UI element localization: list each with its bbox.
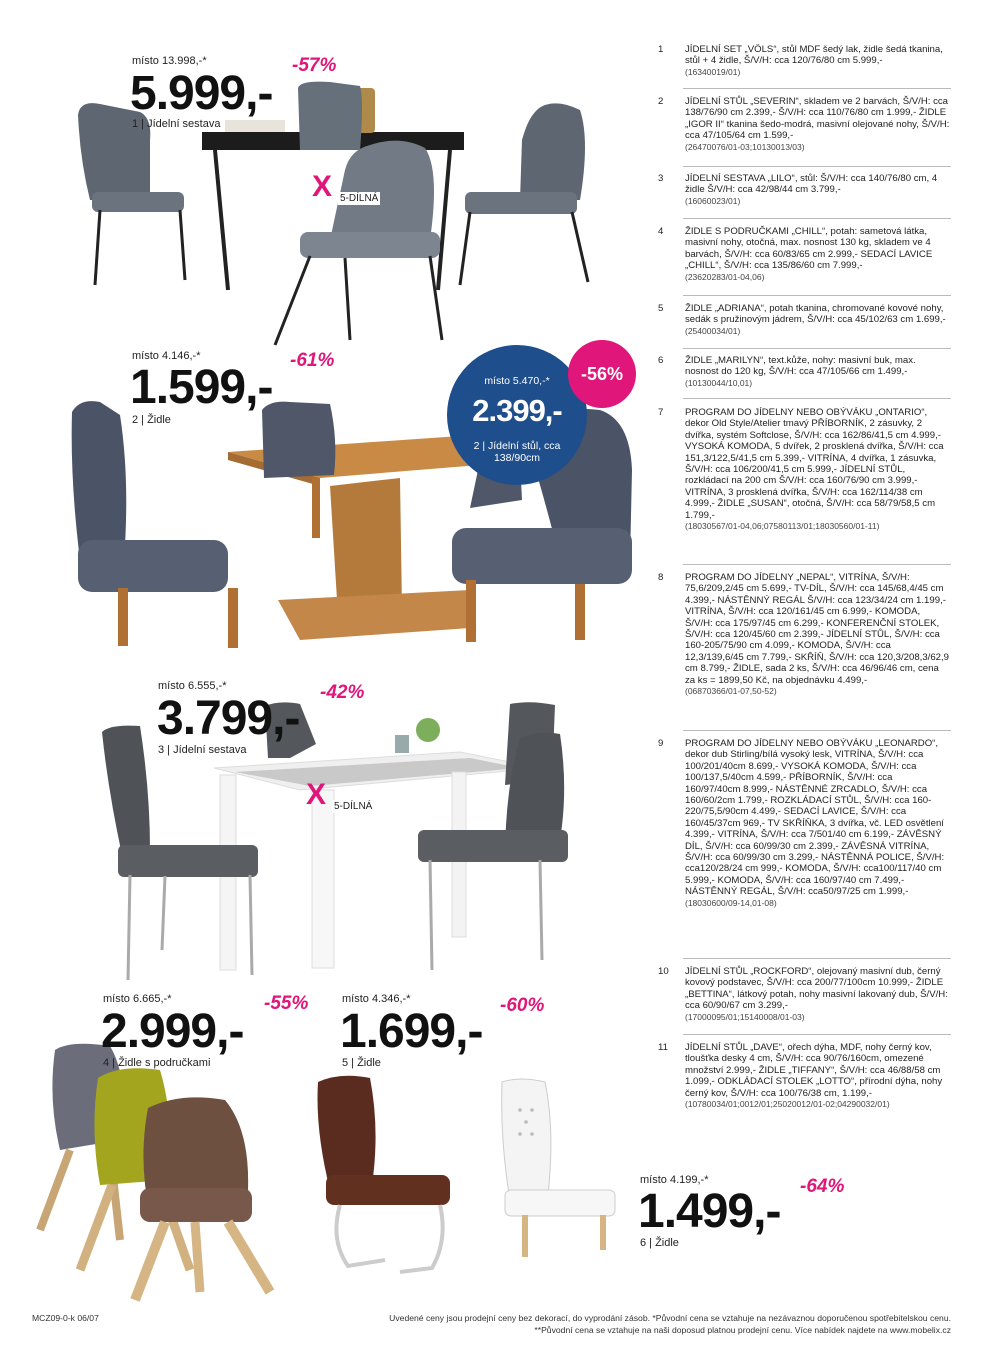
divider bbox=[683, 398, 951, 399]
sale-price: 3.799,- bbox=[157, 692, 300, 745]
item-description: ŽIDLE S PODRUČKAMI „CHILL“, potah: sametová látka, masivní nohy, otočná, max. nosnost 130 kg, skladem ve 4 barvách, Š/V/H: cca 60/83/65 cm 2.999,- SEDACÍ LAVICE „CHILL“, Š/V/H: cca 135/86/60 cm 7.999,- bbox=[685, 226, 933, 272]
item-description: JÍDELNÍ STŮL „ROCKFORD“, olejovaný masivní dub, černý kovový podstavec, Š/V/H: cca 200/77/100cm 10.999,- ŽIDLE „BETTINA“, látkový potah, nohy masivní lakovaný dub, Š/V/H: cca 60/90/67 cm 3.299,- bbox=[685, 966, 948, 1012]
discount-badge: -42% bbox=[320, 682, 365, 703]
divider bbox=[683, 166, 951, 167]
item-description: JÍDELNÍ SESTAVA „LILO“, stůl: Š/V/H: cca 140/76/80 cm, 4 židle Š/V/H: cca 42/98/44 cm 3.799,- bbox=[685, 173, 938, 196]
original-price: místo 6.665,-* bbox=[103, 993, 172, 1005]
item-code: (10130044/10,01) bbox=[685, 377, 753, 388]
divider bbox=[683, 564, 951, 565]
sale-price: 1.699,- bbox=[340, 1005, 483, 1058]
original-price: místo 4.199,-* bbox=[640, 1174, 709, 1186]
item-code: (10780034/01;0012/01;25020012/01-02;04290032/01) bbox=[685, 1099, 890, 1110]
product-caption: 6 | Židle bbox=[640, 1237, 679, 1249]
item-code: (18030600/09-14,01-08) bbox=[685, 897, 777, 908]
divider bbox=[683, 295, 951, 296]
discount-badge: -57% bbox=[292, 55, 337, 76]
original-price: místo 4.346,-* bbox=[342, 993, 411, 1005]
discount-badge: -55% bbox=[264, 993, 309, 1014]
item-number: 3 bbox=[658, 173, 664, 184]
item-code: (25400034/01) bbox=[685, 325, 741, 336]
discount-badge: -64% bbox=[800, 1176, 845, 1197]
item-code: (17000095/01;15140008/01-03) bbox=[685, 1011, 805, 1022]
item-description: ŽIDLE „MARILYN“, text.kůže, nohy: masivní buk, max. nosnost do 120 kg, Š/V/H: cca 47/105/66 cm 1.499,- bbox=[685, 355, 916, 378]
item-number: 10 bbox=[658, 966, 669, 977]
item-code: (16340019/01) bbox=[685, 66, 741, 77]
discount-badge: -60% bbox=[500, 995, 545, 1016]
discount-badge: -56% bbox=[568, 340, 636, 408]
item-description: JÍDELNÍ STŮL „DAVE“, ořech dýha, MDF, nohy černý kov, tloušťka desky 4 cm, Š/V/H: cca 90/76/160cm, omezené množství 2.999,- ŽIDLE „TIFFANY“, Š/V/H: cca 46/88/58 cm 1.099,- ODKLÁDACÍ STOLEK „LOTTO“, přírodní dýha, nohy černý kov, Š/V/H: cca 100/76/38 cm, 1.199,- bbox=[685, 1042, 943, 1099]
item-number: 1 bbox=[658, 44, 664, 55]
sale-price: 5.999,- bbox=[130, 67, 273, 120]
item-number: 9 bbox=[658, 738, 664, 749]
item-description: JÍDELNÍ SET „VÖLS“, stůl MDF šedý lak, židle šedá tkanina, stůl + 4 židle, Š/V/H: cca 120/76/80 cm 5.999,- bbox=[685, 44, 943, 67]
footer-note-2: **Původní cena se vztahuje na naši doposud platnou prodejní cenu. Více nabídek najdete na www.mobelix.cz bbox=[534, 1325, 951, 1335]
original-price: místo 5.470,-* bbox=[484, 375, 550, 387]
product-caption: 3 | Jídelní sestava bbox=[158, 744, 247, 756]
set-size-label: 5-DÍLNÁ bbox=[334, 801, 373, 812]
item-code: (06870366/01-07,50-52) bbox=[685, 686, 777, 697]
sale-price: 2.999,- bbox=[101, 1005, 244, 1058]
divider bbox=[683, 958, 951, 959]
sale-price: 1.599,- bbox=[130, 361, 273, 414]
item-description: PROGRAM DO JÍDELNY NEBO OBÝVÁKU „LEONARDO“, dekor dub Stirling/bílá vysoký lesk, VITRÍNA, Š/V/H: cca 100/201/40cm 8.699,- VYSOKÁ KOMODA, Š/V/H: cca 100/137,5/40cm 4.599,- PŘÍBORNÍK, Š/V/H: cca 160/97/40cm 8.999,- NÁSTĚNNÉ ZRCADLO, Š/V/H: cca 160/60/2cm 1.799,- ROZKLÁDACÍ STŮL, Š/V/H: cca 160-220/75,5/90cm 4.499,- SEDACÍ LAVICE, Š/V/H: cca 160/45/37cm 969,- TV SKŘÍŇKA, 3 dvířka, vč. LED osvětlení 4.399,- VITRÍNA, Š/V/H: cca 7/501/40 cm 6.199,- ZÁVĚSNÝ DÍL, Š/V/H: cca 60/99/30 cm 2.399,- ZÁVĚSNÁ VITRÍNA, Š/V/H: cca 60/99/30 cm 3.299,- NÁSTĚNNÁ POLICE, Š/V/H: cca120/28/24 cm 999,- KOMODA, Š/V/H: cca100/117/40 cm 5.999,- KOMODA, Š/V/H: cca 160/97/40 cm 7.499,- NÁSTĚNNÝ REGÁL, Š/V/H: cca50/97/25 cm 1.999,- bbox=[685, 738, 945, 898]
original-price: místo 13.998,-* bbox=[132, 55, 207, 67]
original-price: místo 6.555,-* bbox=[158, 680, 227, 692]
divider bbox=[683, 348, 951, 349]
set-size-label: 5-DÍLNÁ bbox=[340, 193, 379, 204]
multiply-mark: X bbox=[312, 170, 333, 203]
product-caption: 2 | Jídelní stůl, cca 138/90cm bbox=[473, 440, 561, 464]
item-number: 8 bbox=[658, 572, 664, 583]
item-description: ŽIDLE „ADRIANA“, potah tkanina, chromované kovové nohy, sedák s pružinovým jádrem, Š/V/H: cca 45/102/63 cm 1.699,- bbox=[685, 303, 946, 326]
catalog-code: MCZ09-0-k 06/07 bbox=[32, 1313, 99, 1323]
divider bbox=[683, 218, 951, 219]
product-caption: 1 | Jídelní sestava bbox=[132, 118, 221, 130]
item-number: 4 bbox=[658, 226, 664, 237]
multiply-mark: X bbox=[306, 778, 327, 811]
product-caption: 5 | Židle bbox=[342, 1057, 381, 1069]
divider bbox=[683, 1034, 951, 1035]
item-number: 5 bbox=[658, 303, 664, 314]
sale-price: 2.399,- bbox=[472, 393, 562, 428]
item-description: PROGRAM DO JÍDELNY NEBO OBÝVÁKU „ONTARIO“, dekor Old Style/Atelier tmavý PŘÍBORNÍK, 2 zásuvky, 2 dvířka, systém Softclose, Š/V/H: cca 162/86/41,5 cm 4.999,- VYSOKÁ KOMODA, 5 dvířek, 2 prosklená dvířka, Š/V/H: cca 151,3/122,5/41,5 cm 5.399,- VITRÍNA, 4 dvířka, 1 zásuvka, Š/V/H: cca 106/200/41,5 cm 5.999,- JÍDELNÍ STŮL, rozkládací na 200 cm Š/V/H: cca 160/76/90 cm 3.999,- VITRÍNA, 3 prosklená dvířka, Š/V/H: cca 162/114/38 cm 4.999,- ŽIDLE „SUSAN“, otočná, Š/V/H: cca 58/79/58,5 cm 1.799,- bbox=[685, 407, 944, 521]
item-description: JÍDELNÍ STŮL „SEVERIN“, skladem ve 2 barvách, Š/V/H: cca 138/76/90 cm 2.399,- Š/V/H: cca 110/76/80 cm 1.999,- ŽIDLE „IGOR II“ tkanina šedo-modrá, masivní olejované nohy, Š/V/H: cca 47/105/64 cm 1.599,- bbox=[685, 96, 950, 142]
item-number: 7 bbox=[658, 407, 664, 418]
divider bbox=[683, 88, 951, 89]
item-code: (16060023/01) bbox=[685, 195, 741, 206]
table-price-badge bbox=[447, 345, 587, 485]
product-caption: 4 | Židle s područkami bbox=[103, 1057, 211, 1069]
original-price: místo 4.146,-* bbox=[132, 350, 201, 362]
item-code: (23620283/01-04,06) bbox=[685, 271, 765, 282]
item-number: 6 bbox=[658, 355, 664, 366]
item-description: PROGRAM DO JÍDELNY „NEPAL“, VITRÍNA, Š/V/H: 75,6/209,2/45 cm 5.699,- TV-DÍL, Š/V/H: cca 145/68,4/45 cm 4.399,- NÁSTĚNNÝ REGÁL Š/V/H: cca 123/34/24 cm 1.199,- VITRÍNA, Š/V/H: cca 120/161/45 cm 6.999,- KOMODA, Š/V/H: cca 175/97/45 cm 6.299,- KONFERENČNÍ STOLEK, Š/V/H: cca 120/45/60 cm 2.399,- JÍDELNÍ STŮL, Š/V/H: cca 160-205/75/90 cm 4.099,- KOMODA, Š/V/H: cca 12,3/139,6/45 cm 7.799,- SKŘÍŇ, Š/V/H: cca 120,3/208,3/62,9 cm 8.799,- ŽIDLE, sada 2 ks, Š/V/H: cca 46/96/46 cm, cena za ks = 1899,50 Kč, na objednávku 4.499,- bbox=[685, 572, 949, 686]
item-code: (26470076/01-03;10130013/03) bbox=[685, 141, 805, 152]
product-caption: 2 | Židle bbox=[132, 414, 171, 426]
item-number: 2 bbox=[658, 96, 664, 107]
item-number: 11 bbox=[658, 1042, 668, 1053]
sale-price: 1.499,- bbox=[638, 1185, 781, 1238]
divider bbox=[683, 730, 951, 731]
item-code: (18030567/01-04,06;07580113/01;18030560/01-11) bbox=[685, 521, 880, 532]
footer-note-1: Uvedené ceny jsou prodejní ceny bez dekorací, do vyprodání zásob. *Původní cena se vztahuje na nezávaznou doporučenou spotřebitelskou cenu. bbox=[389, 1313, 951, 1323]
discount-badge: -61% bbox=[290, 350, 335, 371]
